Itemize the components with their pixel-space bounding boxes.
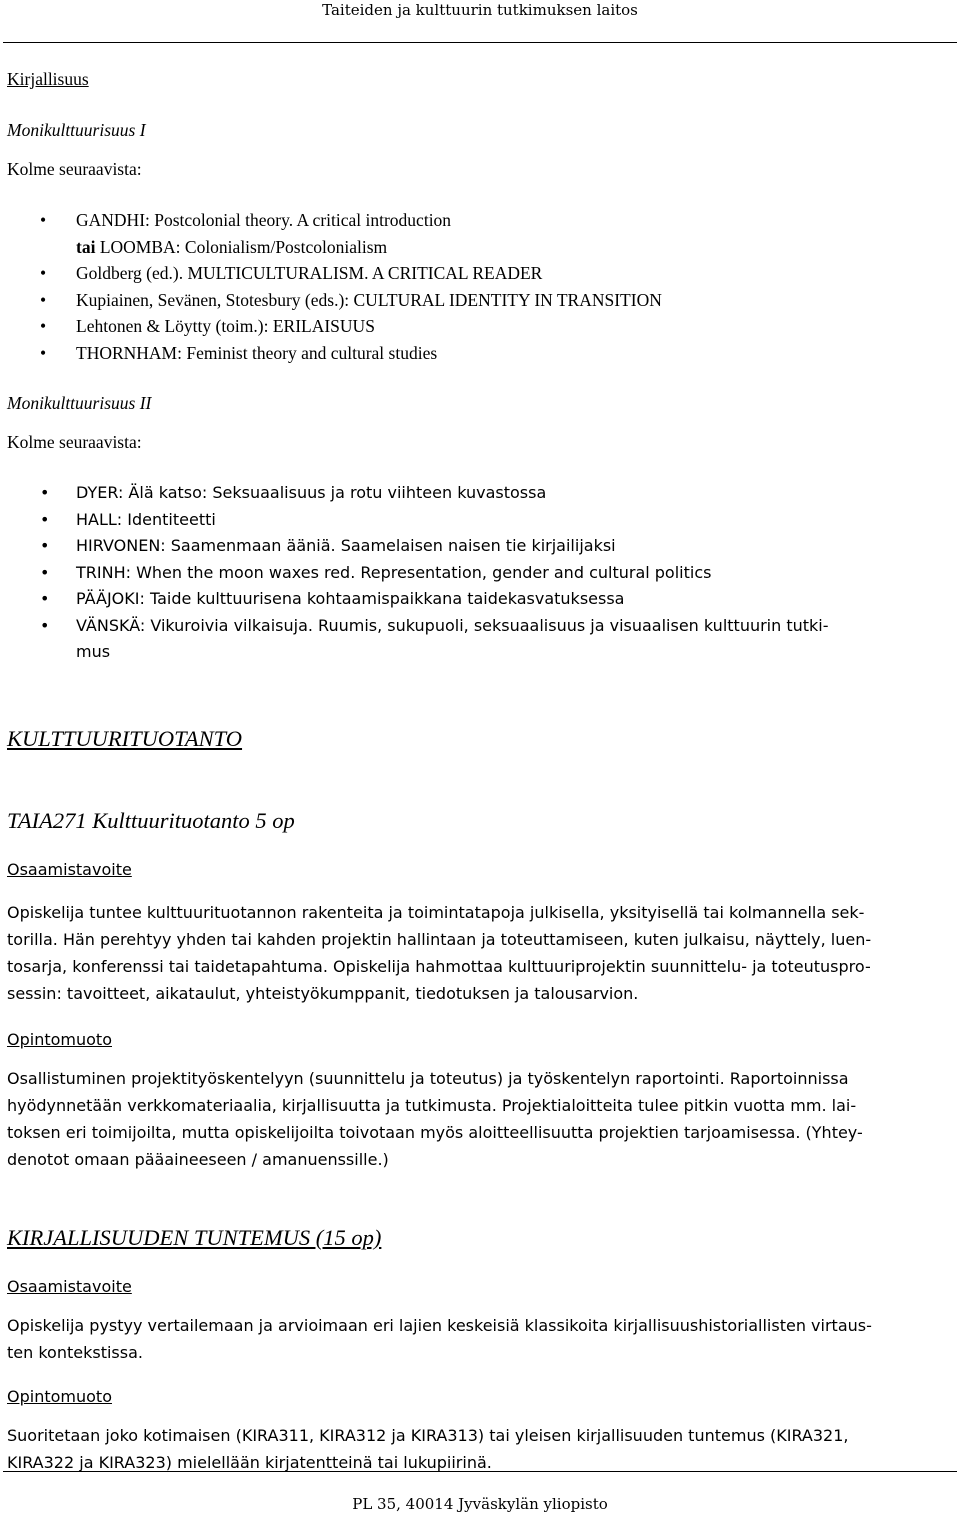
kt-outcomes-text: Opiskelija pystyy vertailemaan ja arvioimaan eri lajien keskeisiä klassikoita kirjallisuushistoriallisten virtaus- ten kontekstissa. [7, 1315, 872, 1362]
list-item: • VÄNSKÄ: Vikuroivia vilkaisuja. Ruumis, sukupuoli, seksuaalisuus ja visuaalisen kulttuurin tutki- [7, 613, 953, 640]
outcomes-text: Opiskelija tuntee kulttuurituotannon rakenteita ja toimintatapoja julkisella, yksityisellä tai kolmannella sek- torilla. Hän perehtyy yhden tai kahden projektin hallintaan ja toteuttamiseen, kuten julkaisu, näyttely, luen- tosarja, konferenssi tai taidetapahtuma. Opiskelija hahmottaa kulttuuriprojektin suunnittelu- ja toteutuspro- sessin: tavoitteet, aikataulut, yhteistyökumppanit, tiedotuksen ja talousarvion. [7, 902, 872, 1003]
bullet-icon: • [40, 289, 47, 310]
mode-label: Opintomuoto [7, 1029, 112, 1049]
mk2-list [7, 480, 953, 666]
footer-address: PL 35, 40014 Jyväskylän yliopisto [352, 1495, 608, 1513]
list-item: • Kupiainen, Sevänen, Stotesbury (eds.): CULTURAL IDENTITY IN TRANSITION [7, 287, 953, 314]
course-title: TAIA271 Kulttuurituotanto 5 op [7, 807, 295, 833]
outcomes-label: Osaamistavoite [7, 859, 132, 879]
list-item: • Lehtonen & Löytty (toim.): ERILAISUUS [7, 313, 953, 340]
mk1-title: Monikulttuurisuus I [7, 120, 146, 140]
list-item: • PÄÄJOKI: Taide kulttuurisena kohtaamispaikkana taidekasvatuksessa [7, 586, 953, 613]
mk1-intro: Kolme seuraavista: [7, 159, 142, 179]
kirjallisuuden-tuntemus-heading: KIRJALLISUUDEN TUNTEMUS (15 op) [7, 1224, 382, 1250]
bullet-icon: • [40, 483, 50, 502]
list-item: • Goldberg (ed.). MULTICULTURALISM. A CRITICAL READER [7, 260, 953, 287]
list-item: • DYER: Älä katso: Seksuaalisuus ja rotu viihteen kuvastossa [7, 480, 953, 507]
bullet-icon: • [40, 316, 47, 336]
bullet-icon: • [40, 263, 47, 283]
bullet-icon: • [40, 615, 50, 635]
footer-rule [3, 1471, 957, 1472]
list-item: • THORNHAM: Feminist theory and cultural studies [7, 340, 953, 367]
header-rule [3, 42, 957, 43]
kt-mode-label: Opintomuoto [7, 1386, 112, 1406]
page-footer [0, 1494, 960, 1514]
mk1-list [7, 207, 953, 366]
mode-text: Osallistuminen projektityöskentelyyn (suunnittelu ja toteutus) ja työskentelyn raportointi. Raportoinnissa hyödynnetään verkkomateriaalia, kirjallisuutta ja tutkimusta. Projektialoitteita tulee pitkin vuotta mm. lai- toksen eri toimijoilta, mutta opiskelijoilta toivotaan myös aloitteellisuutta projektien tarjoamisessa. (Yhtey- denotot omaan pääaineeseen / amanuenssille.) [7, 1068, 863, 1169]
list-item: • HIRVONEN: Saamenmaan ääniä. Saamelaisen naisen tie kirjailijaksi [7, 533, 953, 560]
bullet-icon: • [40, 536, 50, 555]
kulttuurituotanto-heading: KULTTUURITUOTANTO [7, 725, 243, 751]
bullet-icon: • [40, 509, 50, 529]
header-title: Taiteiden ja kulttuurin tutkimuksen laitos [322, 1, 638, 19]
bullet-icon: • [40, 210, 47, 230]
mk2-intro: Kolme seuraavista: [7, 432, 142, 452]
literature-title: Kirjallisuus [7, 69, 89, 89]
page-header [0, 0, 960, 20]
kt-mode-text: Suoritetaan joko kotimaisen (KIRA311, KIRA312 ja KIRA313) tai yleisen kirjallisuuden tuntemus (KIRA321, KIRA322 ja KIRA323) mielellään kirjatentteinä tai lukupiirinä. [7, 1425, 849, 1472]
kt-outcomes-label: Osaamistavoite [7, 1276, 132, 1296]
list-item: • GANDHI: Postcolonial theory. A critical introduction tai LOOMBA: Colonialism/Postcolonialism [7, 207, 953, 260]
list-item-continuation: mus [76, 642, 111, 661]
document-body [7, 66, 953, 1476]
bullet-icon: • [40, 342, 47, 363]
bullet-icon: • [40, 589, 50, 608]
bullet-icon: • [40, 562, 50, 582]
list-item: • TRINH: When the moon waxes red. Representation, gender and cultural politics [7, 560, 953, 587]
mk2-title: Monikulttuurisuus II [7, 393, 152, 413]
list-item: • HALL: Identiteetti [7, 507, 953, 534]
